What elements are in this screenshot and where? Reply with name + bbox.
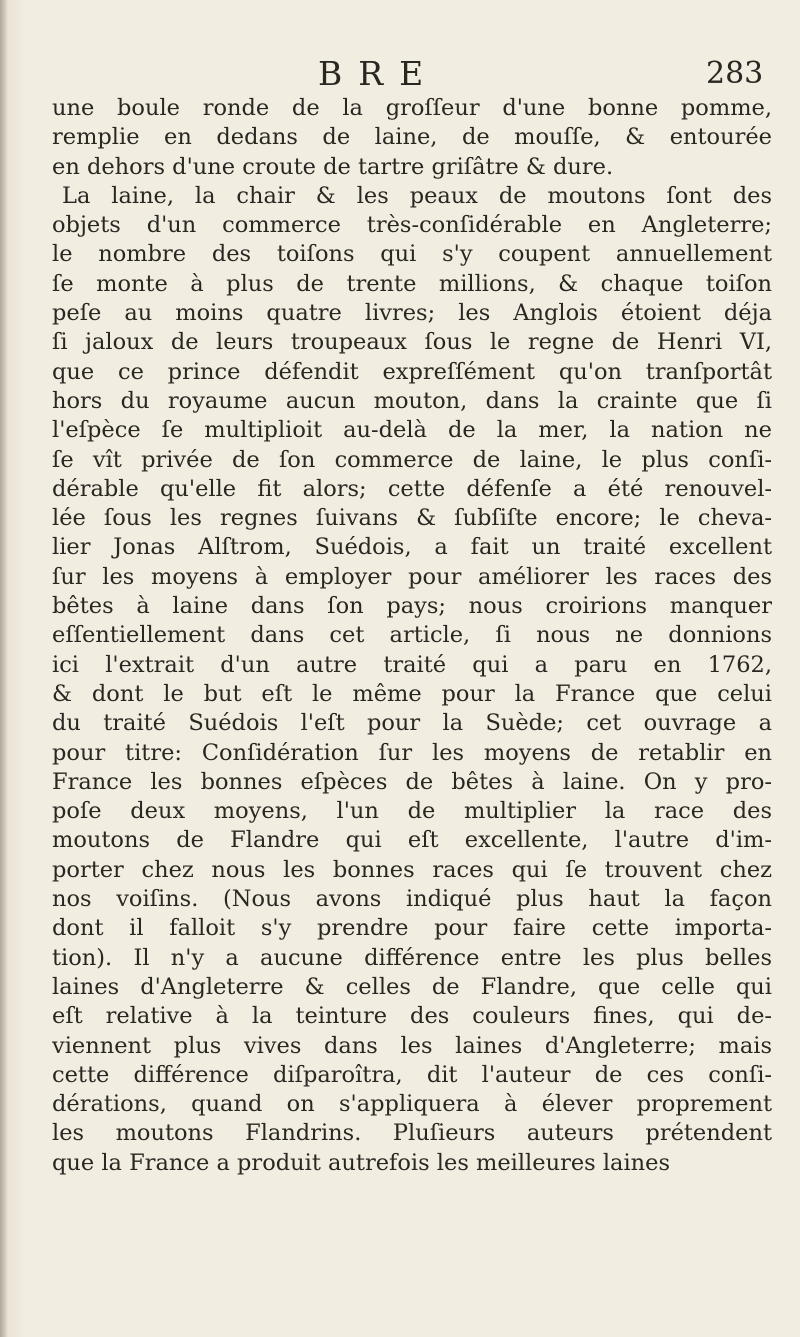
text-line: remplie en dedans de laine, de mouſſe, & entourée (52, 124, 772, 151)
text-line: que la France a produit autrefois les meilleures laines (52, 1149, 670, 1176)
text-line: peſe au moins quatre livres; les Anglois étoient déja (52, 300, 772, 327)
text-line: ici l'extrait d'un autre traité qui a paru en 1762, (52, 651, 772, 678)
text-line: ſe vît privée de ſon commerce de laine, le plus conſi- (52, 446, 772, 473)
text-line: eſt relative à la teinture des couleurs fines, qui de- (52, 1003, 772, 1030)
text-line: ſi jaloux de leurs troupeaux ſous le regne de Henri VI, (52, 329, 772, 356)
text-line: moutons de Flandre qui eſt excellente, l'autre d'im- (52, 827, 772, 854)
text-line: viennent plus vives dans les laines d'Angleterre; mais (52, 1032, 772, 1059)
text-line: & dont le but eſt le même pour la France que celui (52, 680, 772, 707)
text-line: objets d'un commerce très-conſidérable en Angleterre; (52, 212, 772, 239)
text-line: poſe deux moyens, l'un de multiplier la race des (52, 798, 772, 825)
text-line: dérations, quand on s'appliquera à élever proprement (52, 1091, 772, 1118)
text-line: tion). Il n'y a aucune différence entre les plus belles (52, 944, 772, 971)
text-line: hors du royaume aucun mouton, dans la crainte que ſi (52, 387, 772, 414)
text-line: les moutons Flandrins. Pluſieurs auteurs prétendent (52, 1120, 772, 1147)
text-line: France les bonnes eſpèces de bêtes à laine. On y pro- (52, 768, 772, 795)
running-head: BRE (318, 54, 440, 93)
body-text (52, 94, 772, 1178)
text-line: laines d'Angleterre & celles de Flandre, que celle qui (52, 973, 772, 1000)
text-line: que ce prince défendit expreſſément qu'on tranſportât (52, 358, 772, 385)
text-line: nos voiſins. (Nous avons indiqué plus haut la façon (52, 886, 772, 913)
text-line: lier Jonas Alſtrom, Suédois, a fait un traité excellent (52, 534, 772, 561)
text-line: le nombre des toiſons qui s'y coupent annuellement (52, 241, 772, 268)
text-line: une boule ronde de la groſſeur d'une bonne pomme, (52, 95, 772, 121)
binding-shadow (0, 0, 8, 1337)
text-line: ſe monte à plus de trente millions, & chaque toiſon (52, 270, 772, 297)
text-line: ſur les moyens à employer pour améliorer les races des (52, 563, 772, 590)
text-line: bêtes à laine dans ſon pays; nous croirions manquer (52, 593, 772, 620)
text-line: cette différence diſparoîtra, dit l'auteur de ces conſi- (52, 1061, 772, 1088)
text-line: lée ſous les regnes ſuivans & ſubſiſte encore; le cheva- (52, 505, 772, 532)
text-line: dérable qu'elle fit alors; cette défenſe a été renouvel- (52, 475, 772, 502)
page-number: 283 (706, 56, 764, 91)
text-line: eſſentiellement dans cet article, ſi nous ne donnions (52, 622, 772, 649)
text-line: porter chez nous les bonnes races qui ſe trouvent chez (52, 856, 772, 883)
text-line: pour titre: Conſidération ſur les moyens de retablir en (52, 739, 772, 766)
text-line: dont il falloit s'y prendre pour faire cette importa- (52, 915, 772, 942)
text-line: l'eſpèce ſe multiplioit au-delà de la mer, la nation ne (52, 417, 772, 444)
page-header (0, 52, 800, 96)
text-line: en dehors d'une croute de tartre griſâtre & dure. (52, 153, 614, 180)
text-line: du traité Suédois l'eſt pour la Suède; cet ouvrage a (52, 710, 772, 737)
text-line: La laine, la chair & les peaux de moutons ſont des (62, 182, 772, 209)
